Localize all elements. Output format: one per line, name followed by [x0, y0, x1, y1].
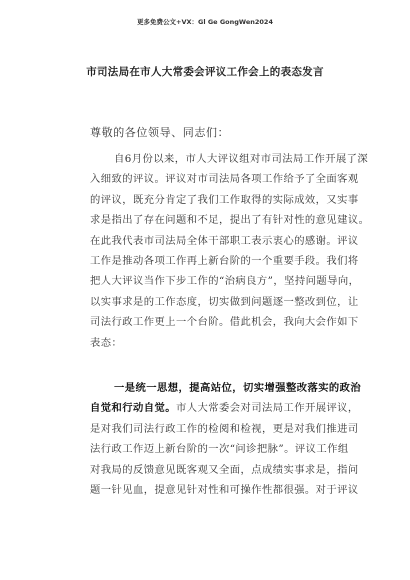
- paragraph-line: 是对我们司法行政工作的检阅和检视，更是对我们推进司: [90, 422, 359, 435]
- salutation: 尊敬的各位领导、同志们：: [90, 126, 230, 139]
- paragraph-line: 在此我代表市司法局全体干部职工表示衷心的感谢。评议: [90, 234, 359, 247]
- paragraph-line: 自6月份以来，市人大评议组对市司法局工作开展了深: [114, 153, 369, 165]
- paragraph-line: 入细致的评议。评议对市司法局各项工作给予了全面客观: [90, 173, 359, 186]
- paragraph-line: 的评议，既充分肯定了我们工作取得的实际成效，又实事: [90, 193, 359, 206]
- header-note: 更多免费公文+VX：Gl Ge GongWen2024: [137, 18, 273, 26]
- paragraph-2: [90, 378, 362, 500]
- paragraph-line: 题一针见血，提意见针对性和可操作性都很强。对于评议: [90, 483, 359, 496]
- bold-heading-line: 一是统一思想，提高站位，切实增强整改落实的政治: [114, 382, 362, 394]
- paragraph-line-rest: 市人大常委会对司法局工作开展评议，: [175, 402, 359, 415]
- paragraph-1: [90, 149, 370, 353]
- paragraph-line: [90, 398, 359, 418]
- paragraph-line: 工作是推动各项工作再上新台阶的一个重要手段。我们将: [90, 254, 359, 267]
- paragraph-line: 司法行政工作更上一个台阶。借此机会，我向大会作如下: [90, 316, 359, 329]
- paragraph-line: 把人大评议当作下步工作的“治病良方”，坚持问题导向，: [90, 275, 360, 288]
- paragraph-line: 求是指出了存在问题和不足，提出了有针对性的意见建议。: [90, 214, 370, 227]
- paragraph-line: 表态：: [90, 336, 123, 349]
- bold-heading-end: 自觉和行动自觉。: [90, 402, 176, 415]
- document-title: 市司法局在市人大常委会评议工作会上的表态发言: [86, 66, 324, 78]
- paragraph-line: 对我局的反馈意见既客观又全面，点成绩实事求是，指问: [90, 463, 359, 476]
- paragraph-line: 以实事求是的工作态度，切实做到问题逐一整改到位，让: [90, 295, 359, 308]
- paragraph-line: 法行政工作迈上新台阶的一次“问诊把脉”。评议工作组: [90, 443, 349, 456]
